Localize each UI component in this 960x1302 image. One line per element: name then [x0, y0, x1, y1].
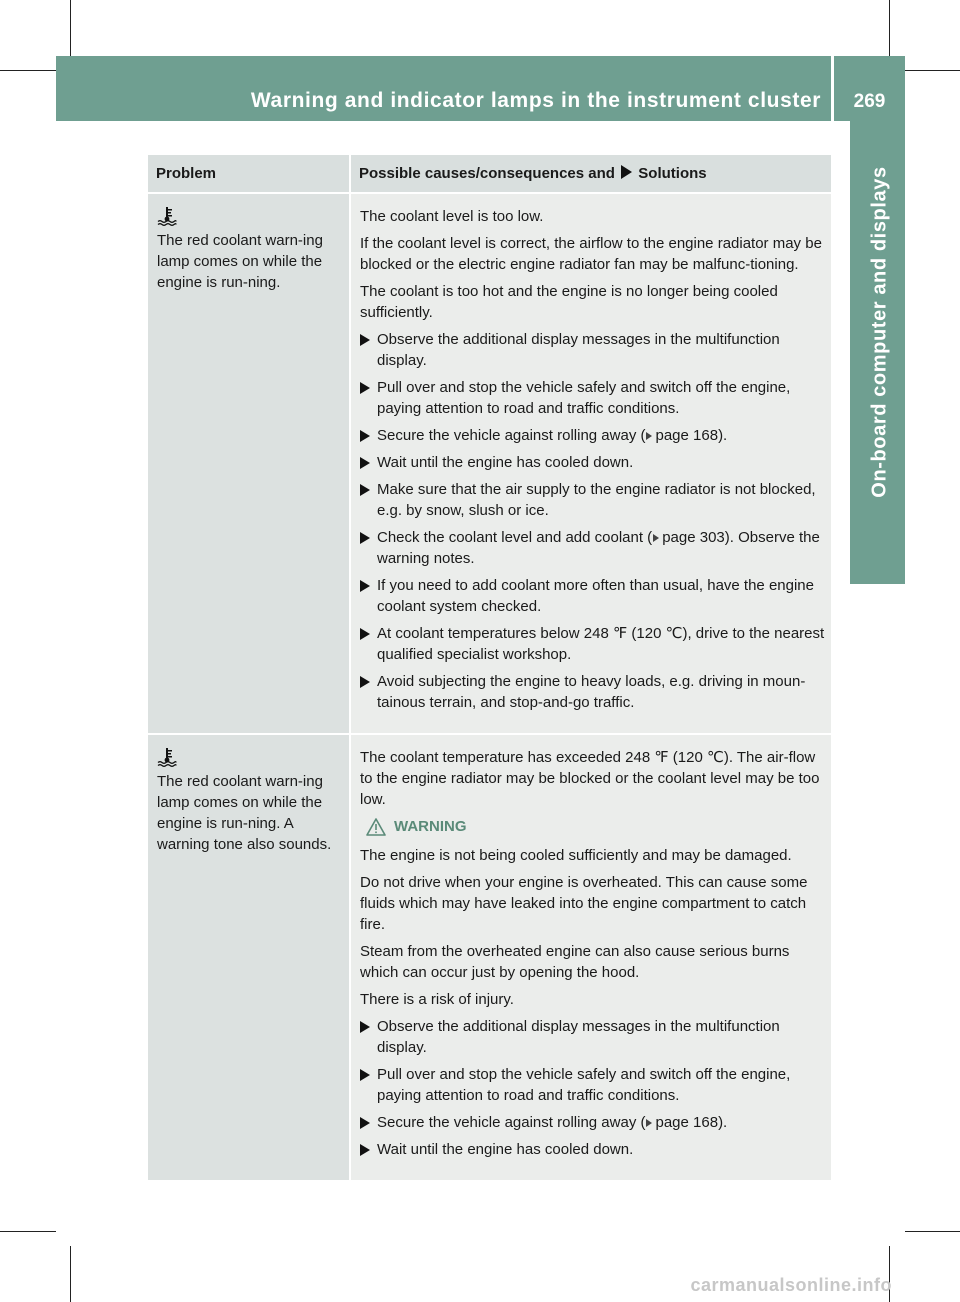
solution-step: Observe the additional display messages in the multifunction display.	[360, 329, 827, 371]
solution-step: Observe the additional display messages in the multifunction display.	[360, 1016, 827, 1058]
action-arrow-icon	[360, 457, 370, 469]
column-header-solutions	[350, 155, 831, 193]
crop-mark	[905, 70, 960, 71]
cause-paragraph: The coolant level is too low.	[360, 208, 544, 225]
action-arrow-icon	[360, 484, 370, 496]
table-header-row	[148, 155, 831, 193]
solution-step: Check the coolant level and add coolant ( page 303). Observe the warning notes.	[360, 527, 827, 569]
action-arrow-icon	[360, 1069, 370, 1081]
crop-mark	[70, 1246, 71, 1302]
action-arrow-icon	[360, 532, 370, 544]
warning-paragraph: There is a risk of injury.	[360, 991, 514, 1008]
action-arrow-icon	[360, 628, 370, 640]
solution-step: Avoid subjecting the engine to heavy loads, e.g. driving in moun-tainous terrain, and stop-and-go traffic.	[360, 671, 827, 713]
solution-step: Wait until the engine has cooled down.	[360, 452, 827, 473]
page-reference-icon	[646, 1119, 652, 1127]
crop-mark	[905, 1231, 960, 1232]
action-arrow-icon	[360, 1144, 370, 1156]
running-header	[56, 56, 831, 121]
solution-step: Pull over and stop the vehicle safely and switch off the engine, paying attention to road and traffic conditions.	[360, 1064, 827, 1106]
action-arrow-icon	[360, 382, 370, 394]
action-arrow-icon	[360, 334, 370, 346]
coolant-temperature-icon	[157, 206, 177, 226]
problem-cell	[148, 193, 350, 734]
cause-paragraph: The coolant temperature has exceeded 248 ℉ (120 ℃). The air-flow to the engine radiator may be blocked or the coolant level may be too low.	[360, 749, 820, 808]
crop-mark	[0, 1231, 56, 1232]
problem-cell	[148, 734, 350, 1180]
header-title: Warning and indicator lamps in the instrument cluster	[250, 89, 821, 112]
column-header-solutions-label: Solutions	[638, 165, 707, 182]
solutions-cell	[350, 193, 831, 734]
warning-paragraph: Do not drive when your engine is overheated. This can cause some fluids which may have leaked into the engine compartment to catch fire.	[360, 874, 808, 933]
solutions-cell	[350, 734, 831, 1180]
solution-step: At coolant temperatures below 248 ℉ (120 ℃), drive to the nearest qualified specialist workshop.	[360, 623, 827, 665]
crop-mark	[0, 70, 56, 71]
coolant-temperature-icon	[157, 747, 177, 767]
crop-mark	[889, 0, 890, 56]
column-header-causes-label: Possible causes/consequences and	[359, 165, 615, 182]
solution-step: Wait until the engine has cooled down.	[360, 1139, 827, 1160]
crop-mark	[70, 0, 71, 56]
solution-step: Secure the vehicle against rolling away ( page 168).	[360, 425, 827, 446]
solution-step: Make sure that the air supply to the engine radiator is not blocked, e.g. by snow, slush or ice.	[360, 479, 827, 521]
page-reference-link[interactable]: page 303	[662, 529, 725, 546]
warning-paragraph: Steam from the overheated engine can also cause serious burns which can occur just by opening the hood.	[360, 943, 790, 981]
action-arrow-icon	[360, 1021, 370, 1033]
page-number-box	[834, 56, 905, 121]
page-reference-link[interactable]: page 168	[655, 1114, 719, 1131]
warning-triangle-icon	[366, 818, 386, 836]
action-arrow-icon	[360, 676, 370, 688]
solution-step: Secure the vehicle against rolling away ( page 168).	[360, 1112, 827, 1133]
action-arrow-icon	[621, 165, 632, 179]
column-header-problem: Problem	[148, 155, 350, 193]
warning-label: WARNING	[394, 818, 467, 835]
problem-text: The red coolant warn-ing lamp comes on while the engine is run-ning.	[157, 232, 323, 291]
table-row	[148, 734, 831, 1180]
section-tab-marker	[850, 540, 905, 584]
page-reference-link[interactable]: page 168	[655, 427, 719, 444]
cause-paragraph: The coolant is too hot and the engine is no longer being cooled sufficiently.	[360, 283, 778, 321]
page-reference-icon	[646, 432, 652, 440]
table-row	[148, 193, 831, 734]
solution-step: If you need to add coolant more often than usual, have the engine coolant system checked.	[360, 575, 827, 617]
problem-text: The red coolant warn-ing lamp comes on while the engine is run-ning. A warning tone also sounds.	[157, 773, 332, 853]
cause-paragraph: If the coolant level is correct, the airflow to the engine radiator may be blocked or the electric engine radiator fan may be malfunc-tioning.	[360, 235, 822, 273]
warning-lamp-table	[148, 155, 831, 1180]
solution-step: Pull over and stop the vehicle safely and switch off the engine, paying attention to road and traffic conditions.	[360, 377, 827, 419]
warning-paragraph: The engine is not being cooled sufficiently and may be damaged.	[360, 847, 792, 864]
page-reference-icon	[653, 534, 659, 542]
action-arrow-icon	[360, 1117, 370, 1129]
section-title: On-board computer and displays	[868, 166, 891, 498]
action-arrow-icon	[360, 580, 370, 592]
action-arrow-icon	[360, 430, 370, 442]
warning-heading	[360, 816, 827, 837]
page-number: 269	[853, 91, 886, 112]
watermark: carmanualsonline.info	[690, 1275, 892, 1295]
